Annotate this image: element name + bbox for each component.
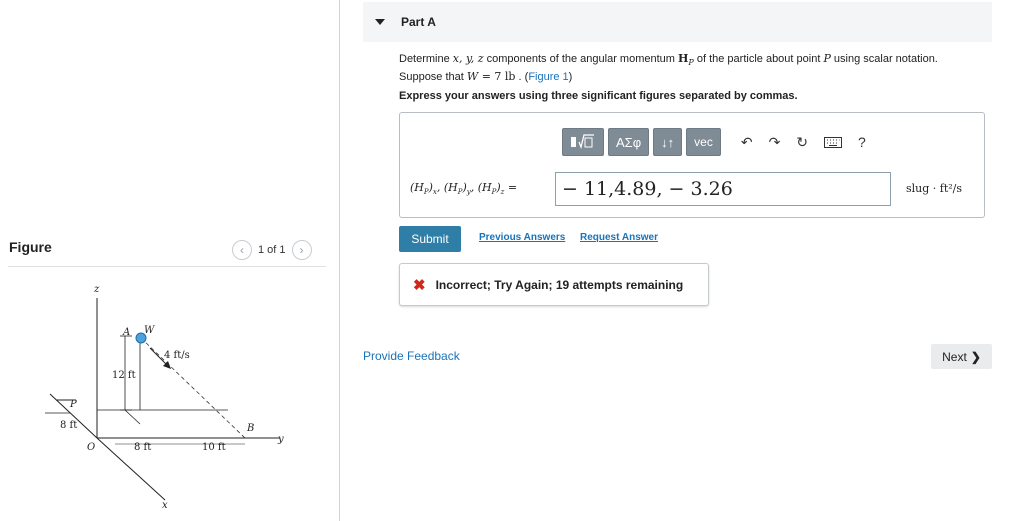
answer-units: slug · ft²/s [906,182,963,195]
previous-answers-link[interactable]: Previous Answers [479,232,566,243]
feedback-box [399,263,709,306]
figure-title: Figure [9,239,52,255]
math-toolbar [562,128,866,156]
x-axis [97,438,165,500]
next-button[interactable] [931,344,992,369]
label-12ft: 12 ft [112,370,136,381]
greek-button[interactable]: ΑΣφ [608,128,649,156]
figure-panel [0,0,340,521]
label-y: y [278,434,284,445]
templates-icon [570,133,596,152]
chevron-right-icon: ❯ [970,349,981,364]
redo-icon[interactable]: ↷ [768,133,781,150]
request-answer-link[interactable]: Request Answer [580,232,658,243]
arrows-button[interactable]: ↓↑ [653,128,682,156]
label-p-8ft: 8 ft [60,420,78,431]
label-z: z [94,284,100,295]
label-b: B [247,423,255,434]
part-title: Part A [401,15,436,29]
answer-input[interactable]: − 11,4.89, − 3.26 [555,172,891,206]
feedback-text: Incorrect; Try Again; 19 attempts remaining [435,277,684,292]
label-a: A [123,327,131,338]
figure-diagram [40,278,300,518]
question-text: Determine x, y, z components of the angular momentum $H_P$ of the particle about point P using scalar notation. Suppose that W = 7 lb . (Figure 1) [399,52,938,84]
chevron-right-icon: › [299,243,304,257]
help-button[interactable]: ? [858,134,866,150]
pager-text: 1 of 1 [258,244,286,256]
submit-button[interactable]: Submit [399,226,461,252]
figure-divider [8,266,326,267]
prev-figure-button[interactable] [232,240,252,260]
label-y-10ft: 10 ft [202,442,226,453]
instructions: Express your answers using three significant figures separated by commas. [399,90,798,102]
reset-icon[interactable]: ↻ [796,133,809,150]
provide-feedback-link[interactable]: Provide Feedback [363,349,460,363]
caret-down-icon [375,19,385,25]
x-icon: ✖ [413,276,426,294]
label-p: P [70,399,77,410]
label-x: x [162,500,168,511]
templates-button[interactable] [562,128,604,156]
keyboard-icon[interactable] [824,137,842,148]
label-speed: 4 ft/s [164,350,190,361]
label-w: W [144,325,155,336]
next-label: Next [942,349,967,364]
path-line [141,338,245,438]
answer-label: $(H_P)_x$, $(H_P)_y$, $(H_P)_z$ = [410,181,518,197]
answer-box [399,112,985,218]
next-figure-button[interactable] [292,240,312,260]
undo-icon[interactable]: ↶ [740,133,753,150]
chevron-left-icon: ‹ [240,243,244,257]
part-header[interactable] [363,2,992,42]
figure-pager [232,240,312,260]
label-o: O [87,442,96,453]
figure-link[interactable]: Figure 1 [528,71,569,84]
vec-button[interactable]: vec [686,128,721,156]
label-x-8ft: 8 ft [134,442,152,453]
